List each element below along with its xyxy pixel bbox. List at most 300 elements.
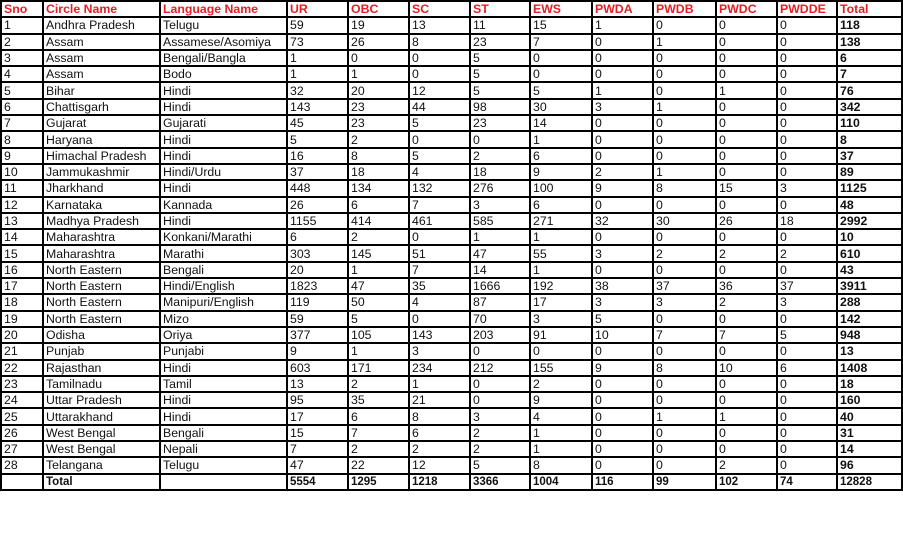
cell-sc: 132 bbox=[409, 180, 470, 196]
cell-ur: 303 bbox=[287, 245, 348, 261]
cell-st: 23 bbox=[470, 115, 530, 131]
cell-sno: 3 bbox=[1, 50, 43, 66]
table-row bbox=[1, 441, 902, 457]
cell-pwdb: 0 bbox=[653, 82, 716, 98]
cell-st: 70 bbox=[470, 311, 530, 327]
cell-ews: 100 bbox=[530, 180, 592, 196]
table-row bbox=[1, 66, 902, 82]
cell-pwdb: 8 bbox=[653, 180, 716, 196]
cell-circle-name: Punjab bbox=[43, 343, 160, 359]
cell-circle-name: Haryana bbox=[43, 131, 160, 147]
cell-ews: 6 bbox=[530, 197, 592, 213]
cell-ur: 5 bbox=[287, 131, 348, 147]
cell-ur: 59 bbox=[287, 311, 348, 327]
cell-pwdc: 2 bbox=[716, 245, 777, 261]
cell-sc: 3 bbox=[409, 343, 470, 359]
cell-total: 89 bbox=[837, 164, 902, 180]
cell-pwdb: 0 bbox=[653, 131, 716, 147]
cell-language-name: Kannada bbox=[160, 197, 287, 213]
cell-pwdde: 0 bbox=[777, 376, 837, 392]
cell-sc: 4 bbox=[409, 164, 470, 180]
cell-language-name: Hindi bbox=[160, 360, 287, 376]
cell-ews: 1 bbox=[530, 131, 592, 147]
cell-sno: 21 bbox=[1, 343, 43, 359]
cell-st: 2 bbox=[470, 425, 530, 441]
cell-circle-name: Uttar Pradesh bbox=[43, 392, 160, 408]
table-row bbox=[1, 197, 902, 213]
cell-obc: 2 bbox=[348, 376, 409, 392]
cell-pwdc: 0 bbox=[716, 343, 777, 359]
cell-pwda: 0 bbox=[592, 131, 653, 147]
column-header-circle-name: Circle Name bbox=[43, 1, 160, 17]
cell-st: 212 bbox=[470, 360, 530, 376]
cell-ews: 2 bbox=[530, 376, 592, 392]
cell-pwdc: 0 bbox=[716, 99, 777, 115]
cell-language-name: Manipuri/English bbox=[160, 294, 287, 310]
cell-sc: 21 bbox=[409, 392, 470, 408]
cell-pwdde: 0 bbox=[777, 197, 837, 213]
cell-ur: 13 bbox=[287, 376, 348, 392]
cell-pwdc: 0 bbox=[716, 392, 777, 408]
cell-sno: 19 bbox=[1, 311, 43, 327]
cell-language-name: Oriya bbox=[160, 327, 287, 343]
cell-pwdc: 0 bbox=[716, 115, 777, 131]
cell-st: 585 bbox=[470, 213, 530, 229]
total-circle-name: Total bbox=[43, 474, 160, 490]
cell-circle-name: North Eastern bbox=[43, 262, 160, 278]
cell-sc: 7 bbox=[409, 197, 470, 213]
cell-pwdb: 2 bbox=[653, 245, 716, 261]
cell-obc: 105 bbox=[348, 327, 409, 343]
cell-total: 3911 bbox=[837, 278, 902, 294]
cell-language-name: Hindi bbox=[160, 408, 287, 424]
column-header-total: Total bbox=[837, 1, 902, 17]
cell-pwda: 9 bbox=[592, 180, 653, 196]
cell-sno: 5 bbox=[1, 82, 43, 98]
cell-ur: 59 bbox=[287, 17, 348, 33]
column-header-st: ST bbox=[470, 1, 530, 17]
cell-sc: 5 bbox=[409, 115, 470, 131]
cell-pwdb: 8 bbox=[653, 360, 716, 376]
cell-total: 10 bbox=[837, 229, 902, 245]
cell-obc: 22 bbox=[348, 457, 409, 473]
cell-sno: 28 bbox=[1, 457, 43, 473]
column-header-language-name: Language Name bbox=[160, 1, 287, 17]
cell-language-name: Telugu bbox=[160, 17, 287, 33]
cell-st: 14 bbox=[470, 262, 530, 278]
cell-language-name: Gujarati bbox=[160, 115, 287, 131]
cell-ews: 7 bbox=[530, 34, 592, 50]
cell-pwdc: 0 bbox=[716, 17, 777, 33]
cell-ur: 17 bbox=[287, 408, 348, 424]
cell-obc: 23 bbox=[348, 99, 409, 115]
cell-sno: 6 bbox=[1, 99, 43, 115]
cell-circle-name: Rajasthan bbox=[43, 360, 160, 376]
cell-sno: 26 bbox=[1, 425, 43, 441]
cell-sc: 8 bbox=[409, 34, 470, 50]
cell-obc: 26 bbox=[348, 34, 409, 50]
cell-pwdb: 0 bbox=[653, 441, 716, 457]
cell-ews: 8 bbox=[530, 457, 592, 473]
cell-pwdc: 1 bbox=[716, 408, 777, 424]
cell-pwdb: 0 bbox=[653, 17, 716, 33]
cell-circle-name: Odisha bbox=[43, 327, 160, 343]
cell-obc: 1 bbox=[348, 343, 409, 359]
cell-st: 0 bbox=[470, 376, 530, 392]
cell-sno: 9 bbox=[1, 148, 43, 164]
cell-language-name: Hindi bbox=[160, 82, 287, 98]
cell-ur: 73 bbox=[287, 34, 348, 50]
cell-sno: 10 bbox=[1, 164, 43, 180]
cell-pwda: 32 bbox=[592, 213, 653, 229]
cell-sno: 13 bbox=[1, 213, 43, 229]
cell-pwdc: 2 bbox=[716, 294, 777, 310]
cell-sc: 0 bbox=[409, 50, 470, 66]
cell-sno: 8 bbox=[1, 131, 43, 147]
total-row bbox=[1, 474, 902, 490]
cell-ews: 5 bbox=[530, 82, 592, 98]
cell-pwda: 0 bbox=[592, 408, 653, 424]
cell-language-name: Punjabi bbox=[160, 343, 287, 359]
table-row bbox=[1, 245, 902, 261]
cell-obc: 7 bbox=[348, 425, 409, 441]
table-row bbox=[1, 343, 902, 359]
cell-pwdb: 0 bbox=[653, 115, 716, 131]
cell-sno: 1 bbox=[1, 17, 43, 33]
cell-sc: 13 bbox=[409, 17, 470, 33]
cell-ur: 37 bbox=[287, 164, 348, 180]
cell-circle-name: Himachal Pradesh bbox=[43, 148, 160, 164]
cell-st: 203 bbox=[470, 327, 530, 343]
table-row bbox=[1, 50, 902, 66]
cell-pwdb: 0 bbox=[653, 425, 716, 441]
cell-pwda: 10 bbox=[592, 327, 653, 343]
cell-pwda: 0 bbox=[592, 197, 653, 213]
cell-circle-name: Bihar bbox=[43, 82, 160, 98]
column-header-obc: OBC bbox=[348, 1, 409, 17]
cell-circle-name: Chattisgarh bbox=[43, 99, 160, 115]
cell-ur: 119 bbox=[287, 294, 348, 310]
cell-circle-name: Uttarakhand bbox=[43, 408, 160, 424]
cell-pwdb: 7 bbox=[653, 327, 716, 343]
column-header-pwdc: PWDC bbox=[716, 1, 777, 17]
cell-pwdc: 0 bbox=[716, 197, 777, 213]
cell-circle-name: Andhra Pradesh bbox=[43, 17, 160, 33]
cell-sc: 0 bbox=[409, 131, 470, 147]
cell-st: 0 bbox=[470, 131, 530, 147]
cell-pwdc: 0 bbox=[716, 262, 777, 278]
cell-sc: 0 bbox=[409, 66, 470, 82]
cell-pwdde: 0 bbox=[777, 164, 837, 180]
cell-st: 1 bbox=[470, 229, 530, 245]
total-pwdb: 99 bbox=[653, 474, 716, 490]
cell-sc: 143 bbox=[409, 327, 470, 343]
cell-obc: 19 bbox=[348, 17, 409, 33]
cell-obc: 1 bbox=[348, 262, 409, 278]
cell-total: 1408 bbox=[837, 360, 902, 376]
cell-language-name: Hindi bbox=[160, 99, 287, 115]
cell-pwdde: 0 bbox=[777, 131, 837, 147]
cell-pwdc: 0 bbox=[716, 148, 777, 164]
cell-ur: 1 bbox=[287, 66, 348, 82]
cell-pwdc: 0 bbox=[716, 50, 777, 66]
cell-st: 2 bbox=[470, 441, 530, 457]
cell-total: 14 bbox=[837, 441, 902, 457]
cell-total: 118 bbox=[837, 17, 902, 33]
cell-circle-name: Assam bbox=[43, 34, 160, 50]
cell-pwdde: 0 bbox=[777, 457, 837, 473]
cell-total: 7 bbox=[837, 66, 902, 82]
cell-total: 18 bbox=[837, 376, 902, 392]
cell-ur: 1823 bbox=[287, 278, 348, 294]
cell-obc: 1 bbox=[348, 66, 409, 82]
cell-obc: 18 bbox=[348, 164, 409, 180]
cell-total: 610 bbox=[837, 245, 902, 261]
cell-obc: 35 bbox=[348, 392, 409, 408]
cell-ews: 0 bbox=[530, 343, 592, 359]
cell-pwdde: 0 bbox=[777, 392, 837, 408]
cell-ur: 1 bbox=[287, 50, 348, 66]
cell-language-name: Konkani/Marathi bbox=[160, 229, 287, 245]
cell-pwdc: 0 bbox=[716, 164, 777, 180]
column-header-ur: UR bbox=[287, 1, 348, 17]
cell-sno: 12 bbox=[1, 197, 43, 213]
cell-pwdde: 0 bbox=[777, 34, 837, 50]
cell-sno: 20 bbox=[1, 327, 43, 343]
cell-language-name: Nepali bbox=[160, 441, 287, 457]
cell-ur: 603 bbox=[287, 360, 348, 376]
table-row bbox=[1, 229, 902, 245]
cell-total: 138 bbox=[837, 34, 902, 50]
column-header-ews: EWS bbox=[530, 1, 592, 17]
cell-ews: 15 bbox=[530, 17, 592, 33]
cell-pwdde: 0 bbox=[777, 115, 837, 131]
table-row bbox=[1, 294, 902, 310]
table-row bbox=[1, 17, 902, 33]
cell-st: 5 bbox=[470, 66, 530, 82]
table-row bbox=[1, 327, 902, 343]
cell-pwdde: 3 bbox=[777, 180, 837, 196]
total-pwdc: 102 bbox=[716, 474, 777, 490]
cell-pwdc: 0 bbox=[716, 441, 777, 457]
cell-sc: 5 bbox=[409, 148, 470, 164]
cell-pwdb: 0 bbox=[653, 262, 716, 278]
cell-total: 948 bbox=[837, 327, 902, 343]
cell-total: 342 bbox=[837, 99, 902, 115]
cell-pwdb: 0 bbox=[653, 197, 716, 213]
cell-total: 40 bbox=[837, 408, 902, 424]
cell-sno: 7 bbox=[1, 115, 43, 131]
cell-obc: 414 bbox=[348, 213, 409, 229]
cell-pwdde: 0 bbox=[777, 50, 837, 66]
table-row bbox=[1, 457, 902, 473]
cell-language-name: Hindi bbox=[160, 180, 287, 196]
table-row bbox=[1, 213, 902, 229]
cell-ews: 155 bbox=[530, 360, 592, 376]
cell-ur: 26 bbox=[287, 197, 348, 213]
cell-pwda: 9 bbox=[592, 360, 653, 376]
cell-circle-name: West Bengal bbox=[43, 425, 160, 441]
cell-st: 23 bbox=[470, 34, 530, 50]
cell-pwdb: 0 bbox=[653, 343, 716, 359]
cell-pwdde: 0 bbox=[777, 311, 837, 327]
cell-sc: 4 bbox=[409, 294, 470, 310]
cell-obc: 50 bbox=[348, 294, 409, 310]
cell-obc: 5 bbox=[348, 311, 409, 327]
cell-pwda: 3 bbox=[592, 99, 653, 115]
cell-language-name: Bengali bbox=[160, 262, 287, 278]
cell-pwda: 5 bbox=[592, 311, 653, 327]
table-row bbox=[1, 360, 902, 376]
cell-ur: 45 bbox=[287, 115, 348, 131]
cell-sc: 0 bbox=[409, 229, 470, 245]
cell-ur: 1155 bbox=[287, 213, 348, 229]
cell-sno: 18 bbox=[1, 294, 43, 310]
cell-st: 98 bbox=[470, 99, 530, 115]
cell-pwdde: 37 bbox=[777, 278, 837, 294]
cell-ews: 1 bbox=[530, 425, 592, 441]
cell-st: 0 bbox=[470, 343, 530, 359]
cell-sno: 2 bbox=[1, 34, 43, 50]
cell-circle-name: North Eastern bbox=[43, 311, 160, 327]
cell-ews: 0 bbox=[530, 66, 592, 82]
cell-st: 0 bbox=[470, 392, 530, 408]
cell-pwdb: 0 bbox=[653, 229, 716, 245]
cell-pwdc: 36 bbox=[716, 278, 777, 294]
column-header-sc: SC bbox=[409, 1, 470, 17]
cell-sno: 22 bbox=[1, 360, 43, 376]
cell-pwdb: 1 bbox=[653, 164, 716, 180]
cell-language-name: Hindi bbox=[160, 148, 287, 164]
column-header-pwdde: PWDDE bbox=[777, 1, 837, 17]
cell-sno: 14 bbox=[1, 229, 43, 245]
cell-obc: 134 bbox=[348, 180, 409, 196]
table-row bbox=[1, 311, 902, 327]
cell-pwda: 0 bbox=[592, 262, 653, 278]
cell-sc: 12 bbox=[409, 82, 470, 98]
cell-obc: 145 bbox=[348, 245, 409, 261]
total-pwda: 116 bbox=[592, 474, 653, 490]
total-language-name bbox=[160, 474, 287, 490]
cell-pwdc: 0 bbox=[716, 425, 777, 441]
cell-pwdde: 0 bbox=[777, 425, 837, 441]
cell-total: 6 bbox=[837, 50, 902, 66]
cell-language-name: Hindi bbox=[160, 131, 287, 147]
cell-language-name: Bengali/Bangla bbox=[160, 50, 287, 66]
cell-ur: 377 bbox=[287, 327, 348, 343]
cell-ews: 55 bbox=[530, 245, 592, 261]
cell-sno: 23 bbox=[1, 376, 43, 392]
cell-pwdb: 1 bbox=[653, 34, 716, 50]
cell-sno: 27 bbox=[1, 441, 43, 457]
cell-pwda: 38 bbox=[592, 278, 653, 294]
cell-language-name: Assamese/Asomiya bbox=[160, 34, 287, 50]
cell-pwda: 1 bbox=[592, 82, 653, 98]
cell-pwda: 0 bbox=[592, 229, 653, 245]
cell-language-name: Telugu bbox=[160, 457, 287, 473]
cell-sc: 44 bbox=[409, 99, 470, 115]
cell-sc: 7 bbox=[409, 262, 470, 278]
cell-st: 1666 bbox=[470, 278, 530, 294]
cell-sno: 24 bbox=[1, 392, 43, 408]
cell-pwdde: 0 bbox=[777, 343, 837, 359]
table-row bbox=[1, 425, 902, 441]
cell-ews: 1 bbox=[530, 441, 592, 457]
cell-pwdb: 0 bbox=[653, 376, 716, 392]
cell-ews: 91 bbox=[530, 327, 592, 343]
cell-ur: 143 bbox=[287, 99, 348, 115]
cell-obc: 2 bbox=[348, 441, 409, 457]
total-sno bbox=[1, 474, 43, 490]
cell-total: 288 bbox=[837, 294, 902, 310]
column-header-pwdb: PWDB bbox=[653, 1, 716, 17]
total-pwdde: 74 bbox=[777, 474, 837, 490]
cell-sc: 12 bbox=[409, 457, 470, 473]
cell-pwda: 1 bbox=[592, 17, 653, 33]
cell-circle-name: Assam bbox=[43, 50, 160, 66]
cell-total: 96 bbox=[837, 457, 902, 473]
cell-sc: 51 bbox=[409, 245, 470, 261]
cell-st: 2 bbox=[470, 148, 530, 164]
cell-ews: 30 bbox=[530, 99, 592, 115]
table-row bbox=[1, 278, 902, 294]
cell-sno: 16 bbox=[1, 262, 43, 278]
cell-pwda: 0 bbox=[592, 441, 653, 457]
cell-pwdc: 15 bbox=[716, 180, 777, 196]
cell-circle-name: Karnataka bbox=[43, 197, 160, 213]
cell-total: 37 bbox=[837, 148, 902, 164]
cell-sno: 17 bbox=[1, 278, 43, 294]
cell-pwdb: 30 bbox=[653, 213, 716, 229]
cell-total: 8 bbox=[837, 131, 902, 147]
cell-total: 160 bbox=[837, 392, 902, 408]
cell-total: 13 bbox=[837, 343, 902, 359]
table-row bbox=[1, 115, 902, 131]
cell-pwdde: 0 bbox=[777, 441, 837, 457]
cell-pwdc: 0 bbox=[716, 131, 777, 147]
cell-pwdc: 0 bbox=[716, 376, 777, 392]
cell-language-name: Hindi/English bbox=[160, 278, 287, 294]
cell-sc: 1 bbox=[409, 376, 470, 392]
table-body bbox=[1, 17, 902, 490]
cell-total: 2992 bbox=[837, 213, 902, 229]
cell-total: 31 bbox=[837, 425, 902, 441]
cell-pwdc: 0 bbox=[716, 229, 777, 245]
cell-total: 110 bbox=[837, 115, 902, 131]
table-row bbox=[1, 408, 902, 424]
cell-pwdb: 0 bbox=[653, 392, 716, 408]
column-header-sno: Sno bbox=[1, 1, 43, 17]
cell-language-name: Marathi bbox=[160, 245, 287, 261]
table-row bbox=[1, 376, 902, 392]
cell-language-name: Hindi bbox=[160, 392, 287, 408]
cell-pwdc: 2 bbox=[716, 457, 777, 473]
cell-pwdb: 1 bbox=[653, 99, 716, 115]
cell-st: 276 bbox=[470, 180, 530, 196]
cell-pwda: 3 bbox=[592, 245, 653, 261]
cell-pwdde: 5 bbox=[777, 327, 837, 343]
table-row bbox=[1, 99, 902, 115]
cell-st: 3 bbox=[470, 408, 530, 424]
cell-pwda: 0 bbox=[592, 425, 653, 441]
cell-ur: 9 bbox=[287, 343, 348, 359]
total-ews: 1004 bbox=[530, 474, 592, 490]
cell-pwdc: 7 bbox=[716, 327, 777, 343]
cell-obc: 2 bbox=[348, 131, 409, 147]
cell-st: 87 bbox=[470, 294, 530, 310]
table-row bbox=[1, 34, 902, 50]
total-sc: 1218 bbox=[409, 474, 470, 490]
